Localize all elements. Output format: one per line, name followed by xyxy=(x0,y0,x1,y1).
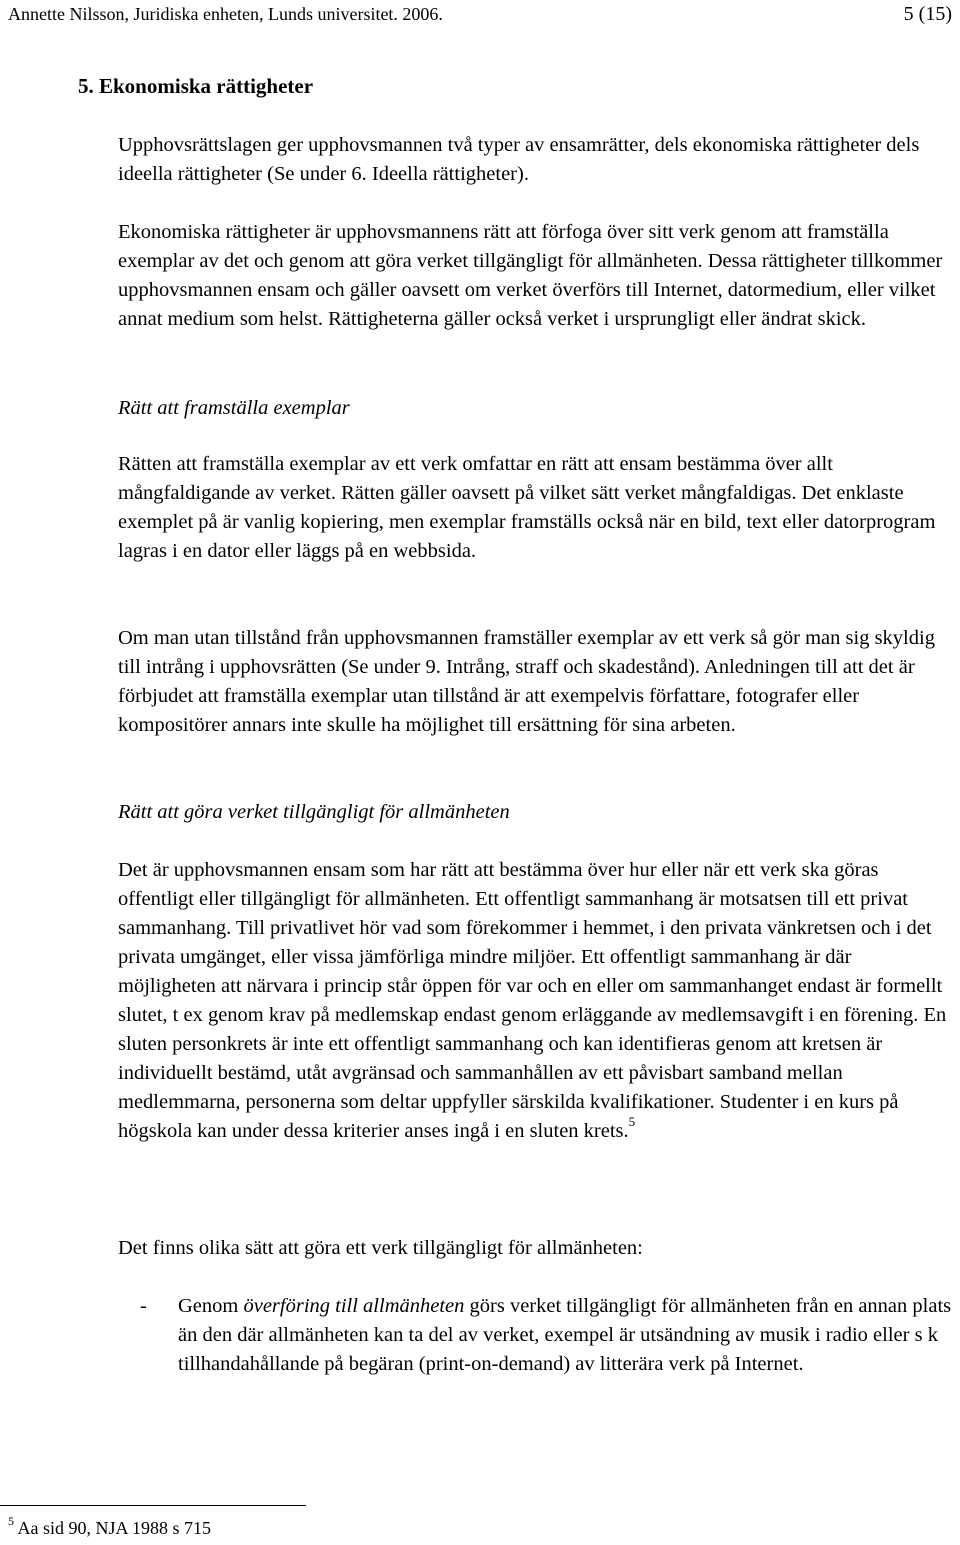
paragraph-infringement: Om man utan tillstånd från upphovsmannen framställer exemplar av ett verk så gör man sig skyldig till intrång i upphovsrätten (Se under 9. Intrång, straff och skadestånd). Anledningen till att det är förbjudet att framställa exemplar utan tillstånd är att exempelvis författare, fotografer eller kompositörer annars inte skulle ha möjlighet till ersättning för sina arbeten. xyxy=(118,627,935,736)
footnote-ref[interactable]: 5 xyxy=(628,1114,636,1130)
list-item-text xyxy=(178,1292,956,1379)
page-header xyxy=(8,0,952,28)
list-dash: - xyxy=(140,1295,147,1317)
footnote xyxy=(8,1516,211,1540)
subheading-copies: Rätt att framställa exemplar xyxy=(118,397,350,419)
footnote-number: 5 xyxy=(8,1514,14,1528)
list-item-rest: görs verket tillgängligt för allmänheten från en annan plats än den där allmänheten kan ta del av verket, exempel är utsändning av musik i radio eller s k tillhandahållande på begäran (print-on-demand) av litterära verk på Internet. xyxy=(178,1295,952,1375)
footnote-text: Aa sid 90, NJA 1988 s 715 xyxy=(14,1518,212,1538)
paragraph-copies: Rätten att framställa exemplar av ett verk omfattar en rätt att ensam bestämma över allt mångfaldigande av verket. Rätten gäller oavsett på vilket sätt verket mångfaldigas. Det enklaste exemplet på är vanlig kopiering, men exemplar framställs också när en bild, text eller datorprogram lagras i en dator eller läggs på en webbsida. xyxy=(118,453,936,562)
footnote-divider xyxy=(0,1505,306,1506)
list-item-prefix: Genom xyxy=(178,1295,244,1317)
paragraph-intro: Upphovsrättslagen ger upphovsmannen två typer av ensamrätter, dels ekonomiska rättigheter dels ideella rättigheter (Se under 6. Ideella rättigheter). xyxy=(118,134,920,185)
subheading-public: Rätt att göra verket tillgängligt för allmänheten xyxy=(118,801,510,823)
paragraph-ways: Det finns olika sätt att göra ett verk tillgängligt för allmänheten: xyxy=(118,1237,643,1259)
paragraph-economic-rights: Ekonomiska rättigheter är upphovsmannens rätt att förfoga över sitt verk genom att framställa exemplar av det och genom att göra verket tillgängligt för allmänheten. Dessa rättigheter tillkommer upphovsmannen ensam och gäller oavsett om verket överförs till Internet, datormedium, eller vilket annat medium som helst. Rättigheterna gäller också verket i ursprungligt eller ändrat skick. xyxy=(118,221,943,330)
header-page-number: 5 (15) xyxy=(903,3,952,25)
list-item-italic: överföring till allmänheten xyxy=(243,1295,465,1317)
header-author: Annette Nilsson, Juridiska enheten, Lunds universitet. 2006. xyxy=(8,4,443,24)
paragraph-public xyxy=(118,856,954,1146)
paragraph-public-text: Det är upphovsmannen ensam som har rätt att bestämma över hur eller när ett verk ska göras offentligt eller tillgängligt för allmänheten. Ett offentligt sammanhang är motsatsen till ett privat sammanhang. Till privatlivet hör vad som förekommer i hemmet, i den privata vänkretsen och i det privata umgänget, eller vissa jämförliga mindre miljöer. Ett offentligt sammanhang är där möjligheten att närvara i princip står öppen för var och en eller om sammanhanget endast är formellt slutet, t ex genom krav på medlemskap endast genom erläggande av medlemsavgift i en förening. En sluten personkrets är inte ett offentligt sammanhang och kan identifieras genom att kretsen är individuellt bestämd, utåt avgränsad och sammanhållen av ett påvisbart samband mellan medlemmarna, personerna som deltar uppfyller särskilda kvalifikationer. Studenter i en kurs på högskola kan under dessa kriterier anses ingå i en sluten krets. xyxy=(118,859,947,1142)
section-title: 5. Ekonomiska rättigheter xyxy=(78,74,314,98)
